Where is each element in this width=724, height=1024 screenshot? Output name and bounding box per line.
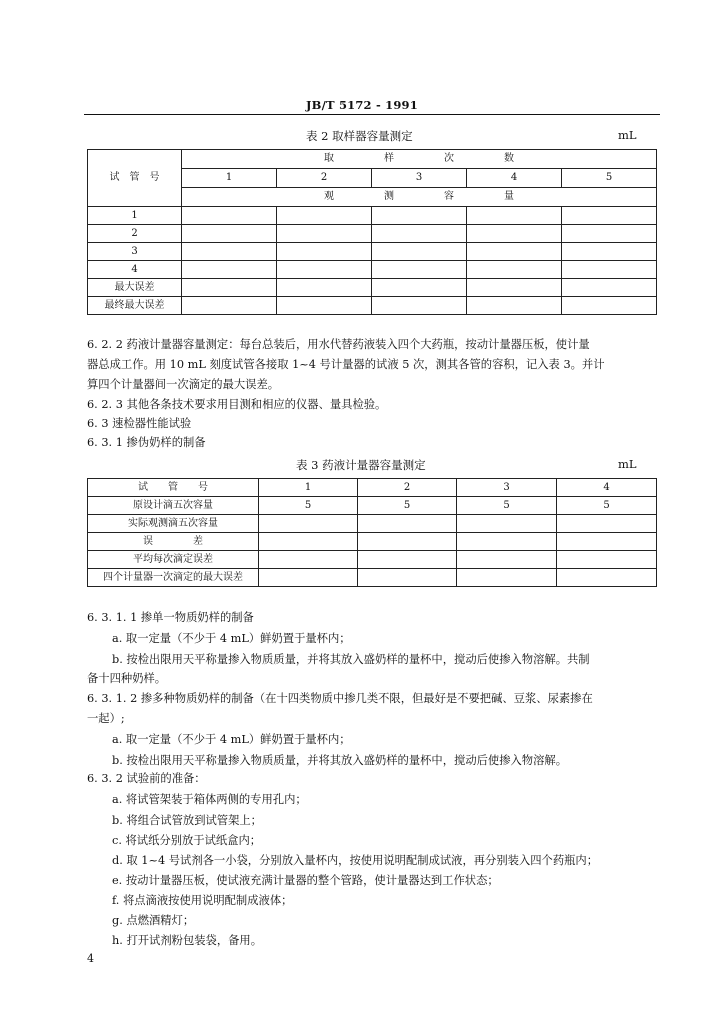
table3-cell <box>358 533 457 551</box>
section-6-3-1-1-b-line1: b. 按检出限用天平称量掺入物质质量，并将其放入盛奶样的量杯中，搅动后使掺入物溶解。共制 <box>112 653 590 666</box>
standard-number: JB/T 5172 - 1991 <box>306 98 418 112</box>
list-item: f. 将点滴液按使用说明配制成液体； <box>112 894 293 907</box>
section-6-3-1-2-line1: 6. 3. 1. 2 掺多种物质奶样的制备（在十四类物质中掺几类不限，但最好是不要把碱、豆浆、尿素掺在 <box>87 692 593 705</box>
table3-cell <box>457 533 557 551</box>
table3-col-header: 3 <box>457 479 557 497</box>
table3-cell <box>457 569 557 587</box>
list-item: e. 按动计量器压板，使试液充满计量器的整个管路，使计量器达到工作状态； <box>112 874 499 887</box>
table3-cell <box>557 515 657 533</box>
table2-row-label: 最大误差 <box>88 279 182 297</box>
table3-row-label: 实际观测滴五次容量 <box>88 515 259 533</box>
section-6-2-3: 6. 2. 3 其他各条技术要求用目测和相应的仪器、量具检验。 <box>87 398 387 411</box>
section-6-3-1-2-line2: 一起）; <box>87 712 125 725</box>
table2-col-header: 3 <box>372 169 467 188</box>
section-6-2-2-line1: 6. 2. 2 药液计量器容量测定：每台总装后，用水代替药液装入四个大药瓶，按动计量器压板，使计量 <box>87 338 590 351</box>
table2-row-label: 最终最大误差 <box>88 297 182 315</box>
table3-cell: 5 <box>457 497 557 515</box>
table3-row-label: 误 差 <box>88 533 259 551</box>
section-6-2-2-line2: 器总成工作。用 10 mL 刻度试管各接取 1~4 号计量器的试液 5 次，测其各管的容积，记入表 3。并计 <box>87 358 605 371</box>
table3-cell <box>259 551 358 569</box>
table-row <box>88 225 657 243</box>
table3-row-label: 平均每次滴定误差 <box>88 551 259 569</box>
table2-caption: 表 2 取样器容量测定 <box>306 129 413 143</box>
table3-col-header: 4 <box>557 479 657 497</box>
section-6-3-1-1-b-line2: 备十四种奶样。 <box>87 672 167 685</box>
table3-cell <box>557 569 657 587</box>
table3-cell <box>557 551 657 569</box>
table-row <box>88 243 657 261</box>
table2-group-header: 取 样 次 数 <box>182 150 657 169</box>
table-row <box>88 551 657 569</box>
table3-cell <box>557 533 657 551</box>
table2-row-header: 试 管 号 <box>88 150 182 207</box>
table3-col-header: 2 <box>358 479 457 497</box>
table3-cell: 5 <box>358 497 457 515</box>
list-item: a. 将试管架装于箱体两侧的专用孔内； <box>112 793 307 806</box>
table2 <box>87 149 657 315</box>
table2-unit: mL <box>618 128 637 142</box>
table-row <box>88 533 657 551</box>
list-item: b. 将组合试管放到试管架上； <box>112 814 262 827</box>
table2-col-header: 5 <box>562 169 657 188</box>
table3-header-label: 试 管 号 <box>88 479 259 497</box>
table3-row-label: 四个计量器一次滴定的最大误差 <box>88 569 259 587</box>
table-row <box>88 261 657 279</box>
table2-col-header: 2 <box>277 169 372 188</box>
table3-cell <box>457 515 557 533</box>
table3-cell <box>259 569 358 587</box>
table-row <box>88 569 657 587</box>
table2-row-label: 1 <box>88 207 182 225</box>
table3-unit: mL <box>618 457 637 471</box>
list-item: g. 点燃酒精灯； <box>112 914 195 927</box>
table3 <box>87 478 657 587</box>
table3-cell <box>259 533 358 551</box>
section-6-3: 6. 3 速检器性能试验 <box>87 417 192 430</box>
table3-cell <box>358 569 457 587</box>
table2-col-header: 1 <box>182 169 277 188</box>
table3-cell <box>259 515 358 533</box>
table2-col-header: 4 <box>467 169 562 188</box>
section-6-3-1-1-a: a. 取一定量（不少于 4 mL）鲜奶置于量杯内； <box>112 632 351 645</box>
table-row <box>88 497 657 515</box>
list-item: c. 将试纸分别放于试纸盒内； <box>112 834 262 847</box>
section-6-2-2-line3: 算四个计量器间一次滴定的最大误差。 <box>87 378 280 391</box>
table-row <box>88 515 657 533</box>
list-item: h. 打开试剂粉包装袋，备用。 <box>112 934 263 947</box>
table3-cell <box>358 515 457 533</box>
section-6-3-1-2-b: b. 按检出限用天平称量掺入物质质量，并将其放入盛奶样的量杯中，搅动后使掺入物溶解。 <box>112 754 567 767</box>
header-rule <box>84 114 660 115</box>
table2-row-label: 4 <box>88 261 182 279</box>
table3-caption: 表 3 药液计量器容量测定 <box>296 458 426 472</box>
table3-cell <box>457 551 557 569</box>
section-6-3-2-title: 6. 3. 2 试验前的准备： <box>87 772 206 785</box>
list-item: d. 取 1~4 号试剂各一小袋，分别放入量杯内，按使用说明配制成试液，再分别装入四个药瓶内； <box>112 854 599 867</box>
table-row <box>88 207 657 225</box>
section-6-3-1-2-a: a. 取一定量（不少于 4 mL）鲜奶置于量杯内； <box>112 733 351 746</box>
table3-col-header: 1 <box>259 479 358 497</box>
table-row <box>88 279 657 297</box>
table3-cell <box>358 551 457 569</box>
table2-sub-header: 观 测 容 量 <box>182 188 657 207</box>
table3-row-label: 原设计滴五次容量 <box>88 497 259 515</box>
page-number: 4 <box>87 952 94 965</box>
table3-cell: 5 <box>259 497 358 515</box>
table-row <box>88 297 657 315</box>
table2-row-label: 3 <box>88 243 182 261</box>
table3-cell: 5 <box>557 497 657 515</box>
section-6-3-1: 6. 3. 1 掺伪奶样的制备 <box>87 436 206 449</box>
section-6-3-1-1-title: 6. 3. 1. 1 掺单一物质奶样的制备 <box>87 611 254 624</box>
table2-row-label: 2 <box>88 225 182 243</box>
